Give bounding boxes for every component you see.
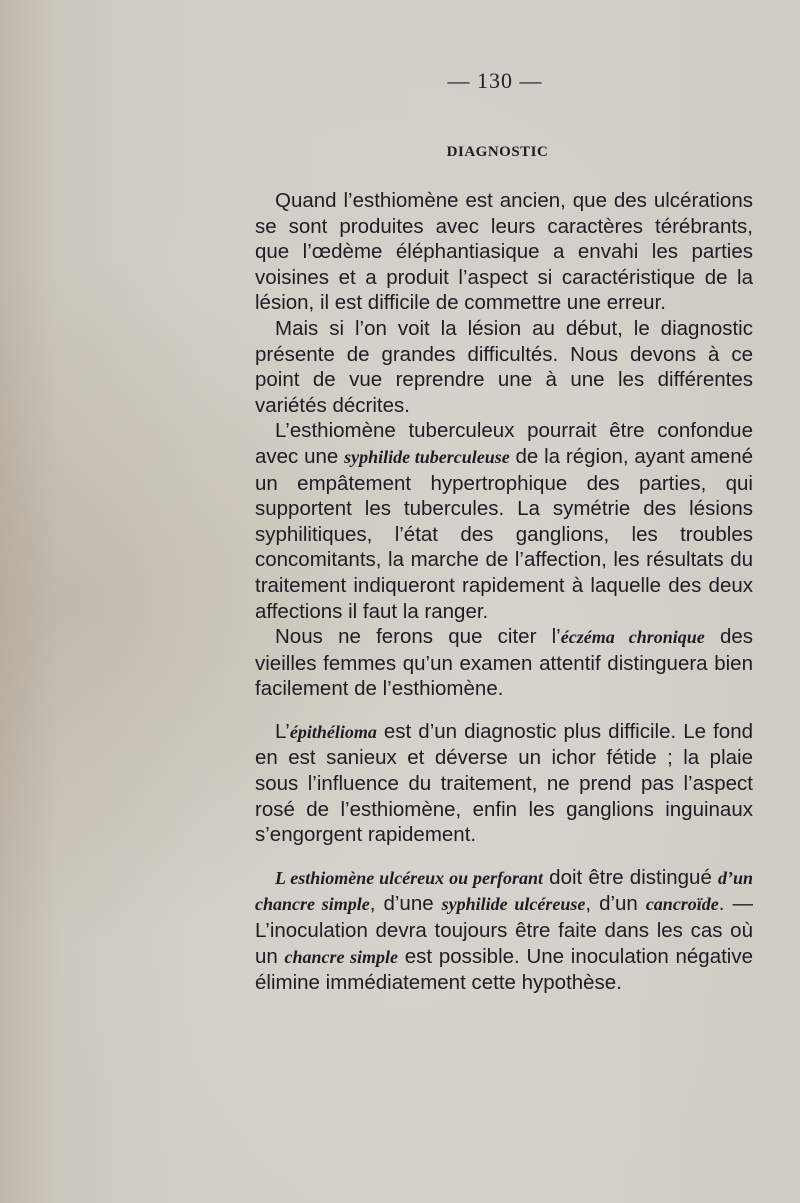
italic-term: épithélioma bbox=[289, 721, 377, 742]
text-run: L’ bbox=[275, 719, 290, 743]
text-run: est possible. Une inoculation négative élimine immédiatement cette hypothèse. bbox=[255, 944, 753, 995]
paragraph bbox=[255, 624, 753, 702]
italic-term: d’un chancre simple bbox=[255, 867, 753, 915]
text-run: Mais si l’on voit la lésion au début, le diagnostic présente de grandes difficultés. Nous devons à ce point de vue reprendre une à une les différentes variétés décrites. bbox=[255, 316, 753, 417]
italic-term: syphilide ulcéreuse bbox=[441, 894, 586, 915]
text-run: Quand l’esthiomène est ancien, que des ulcérations se sont produites avec leurs caractères térébrants, que l’œdème éléphantiasique a envahi les parties voisines et a produit l’aspect si caractéristique de la lésion, il est difficile de commettre une erreur. bbox=[255, 189, 753, 315]
page-number: — 130 — bbox=[447, 68, 543, 93]
body-text bbox=[255, 188, 753, 996]
italic-term: chancre simple bbox=[284, 946, 399, 967]
paragraph bbox=[255, 316, 753, 418]
text-run: . — L’inoculation devra toujours être faite dans les cas où un bbox=[255, 892, 753, 968]
paragraph bbox=[255, 418, 753, 624]
italic-term: syphilide tuberculeuse bbox=[344, 446, 510, 467]
text-run: , d’une bbox=[369, 892, 442, 916]
text-run: des vieilles femmes qu’un examen attentif distinguera bien facilement de l’esthiomène. bbox=[255, 625, 754, 701]
text-run: , d’un bbox=[585, 892, 646, 916]
paragraph bbox=[255, 719, 753, 848]
text-run: est d’un diagnostic plus difficile. Le fond en est sanieux et déverse un ichor fétide ; la plaie sous l’influence du traitement, ne prend pas l’aspect rosé de l’esthiomène, enfin les ganglions inguinaux s’engorgent rapidement. bbox=[255, 719, 753, 847]
paragraph bbox=[255, 865, 753, 996]
italic-term: cancroïde bbox=[645, 894, 719, 915]
italic-term: L esthiomène ulcéreux ou perforant bbox=[275, 867, 544, 888]
italic-term: éczéma chronique bbox=[560, 627, 705, 648]
section-title: DIAGNOSTIC bbox=[446, 144, 549, 160]
text-run: de la région, ayant amené un empâtement hypertrophique des parties, qui supportent les tubercules. La symétrie des lésions syphilitiques, l’état des ganglions, les troubles concomitants, la marche de l’affection, les résultats du traitement indiqueront rapidement à laquelle des deux affections il faut la ranger. bbox=[255, 444, 753, 623]
paragraph bbox=[255, 188, 753, 316]
text-run: Nous ne ferons que citer l’ bbox=[275, 625, 561, 649]
text-run: L’esthiomène tuberculeux pourrait être confondue avec une bbox=[255, 419, 753, 468]
text-run: doit être distingué bbox=[543, 865, 718, 889]
